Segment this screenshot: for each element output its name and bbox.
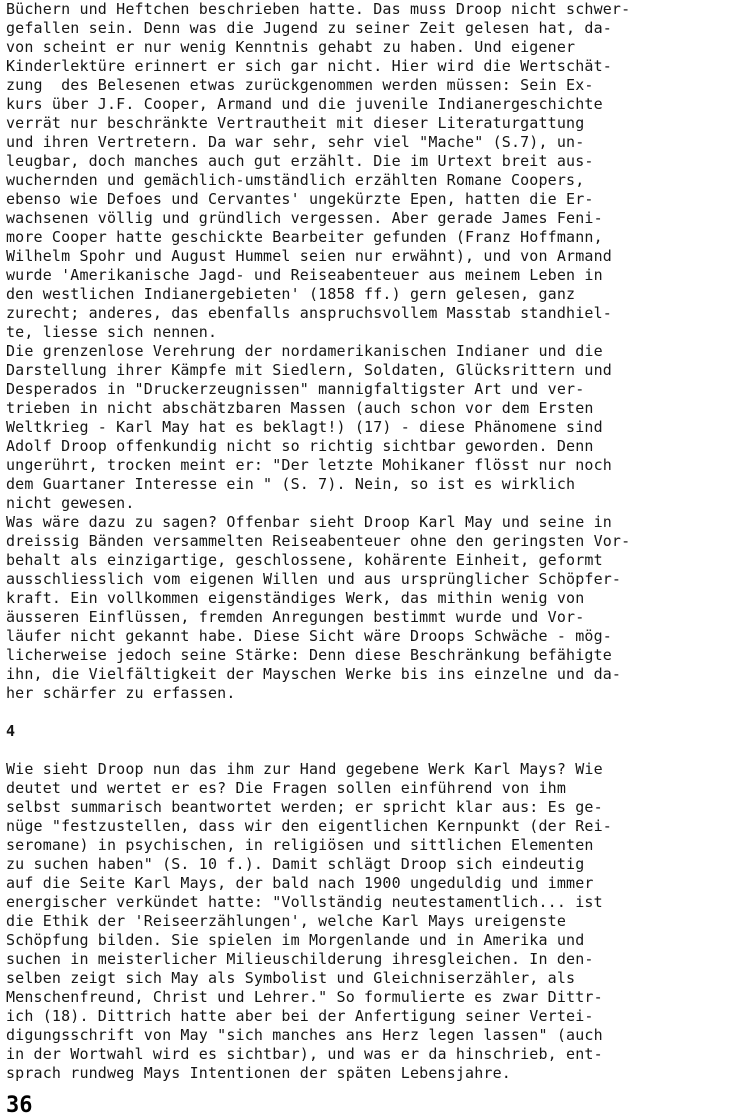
- text-line: Desperados in "Druckerzeugnissen" mannigfaltigster Art und ver-: [6, 380, 585, 398]
- blank-line: [6, 703, 730, 722]
- text-line: seromane) in psychischen, in religiösen und sittlichen Elementen: [6, 836, 594, 854]
- text-line: Schöpfung bilden. Sie spielen im Morgenlande und in Amerika und: [6, 931, 585, 949]
- text-body: [6, 0, 730, 1083]
- text-line: trieben in nicht abschätzbaren Massen (auch schon vor dem Ersten: [6, 399, 594, 417]
- text-line: verrät nur beschränkte Vertrautheit mit dieser Literaturgattung: [6, 114, 585, 132]
- section-number: 4: [6, 722, 16, 740]
- text-line: äusseren Einflüssen, fremden Anregungen bestimmt wurde und Vor-: [6, 608, 585, 626]
- text-line: selbst summarisch beantwortet werden; er spricht klar aus: Es ge-: [6, 798, 603, 816]
- text-line: suchen in meisterlicher Milieuschilderung ihresgleichen. In den-: [6, 950, 594, 968]
- text-line: zurecht; anderes, das ebenfalls anspruchsvollem Masstab standhiel-: [6, 304, 612, 322]
- text-line: von scheint er nur wenig Kenntnis gehabt zu haben. Und eigener: [6, 38, 576, 56]
- text-line: den westlichen Indianergebieten' (1858 ff.) gern gelesen, ganz: [6, 285, 576, 303]
- text-line: Menschenfreund, Christ und Lehrer." So formulierte es zwar Dittr-: [6, 988, 603, 1006]
- text-line: ich (18). Dittrich hatte aber bei der Anfertigung seiner Vertei-: [6, 1007, 594, 1025]
- text-line: in der Wortwahl wird es sichtbar), und was er da hinschrieb, ent-: [6, 1045, 603, 1063]
- text-line: nicht gewesen.: [6, 494, 135, 512]
- text-line: selben zeigt sich May als Symbolist und Gleichniserzähler, als: [6, 969, 576, 987]
- text-line: kurs über J.F. Cooper, Armand und die juvenile Indianergeschichte: [6, 95, 603, 113]
- text-line: Darstellung ihrer Kämpfe mit Siedlern, Soldaten, Glücksrittern und: [6, 361, 612, 379]
- text-line: kraft. Ein vollkommen eigenständiges Werk, das mithin wenig von: [6, 589, 585, 607]
- text-line: ebenso wie Defoes und Cervantes' ungekürzte Epen, hatten die Er-: [6, 190, 594, 208]
- text-line: Büchern und Heftchen beschrieben hatte. Das muss Droop nicht schwer-: [6, 0, 631, 18]
- text-line: läufer nicht gekannt habe. Diese Sicht wäre Droops Schwäche - mög-: [6, 627, 612, 645]
- page-number: 36: [6, 1093, 33, 1118]
- text-line: und ihren Vertretern. Da war sehr, sehr viel "Mache" (S.7), un-: [6, 133, 585, 151]
- paragraph-4: [6, 760, 730, 1083]
- text-line: sprach rundweg Mays Intentionen der späten Lebensjahre.: [6, 1064, 511, 1082]
- text-line: ausschliesslich vom eigenen Willen und aus ursprünglicher Schöpfer-: [6, 570, 622, 588]
- text-line: Die grenzenlose Verehrung der nordamerikanischen Indianer und die: [6, 342, 603, 360]
- text-line: more Cooper hatte geschickte Bearbeiter gefunden (Franz Hoffmann,: [6, 228, 603, 246]
- text-line: zung des Belesenen etwas zurückgenommen werden müssen: Sein Ex-: [6, 76, 594, 94]
- text-line: zu suchen haben" (S. 10 f.). Damit schlägt Droop sich eindeutig: [6, 855, 585, 873]
- text-line: ungerührt, trocken meint er: "Der letzte Mohikaner flösst nur noch: [6, 456, 612, 474]
- text-line: wurde 'Amerikanische Jagd- und Reiseabenteuer aus meinem Leben in: [6, 266, 603, 284]
- text-line: wuchernden und gemächlich-umständlich erzählten Romane Coopers,: [6, 171, 585, 189]
- text-line: Adolf Droop offenkundig nicht so richtig sichtbar geworden. Denn: [6, 437, 594, 455]
- text-line: ihn, die Vielfältigkeit der Mayschen Werke bis ins einzelne und da-: [6, 665, 622, 683]
- text-line: licherweise jedoch seine Stärke: Denn diese Beschränkung befähigte: [6, 646, 612, 664]
- text-line: behalt als einzigartige, geschlossene, kohärente Einheit, geformt: [6, 551, 603, 569]
- text-line: Was wäre dazu zu sagen? Offenbar sieht Droop Karl May und seine in: [6, 513, 612, 531]
- text-line: dem Guartaner Interesse ein " (S. 7). Nein, so ist es wirklich: [6, 475, 576, 493]
- text-line: Weltkrieg - Karl May hat es beklagt!) (17) - diese Phänomene sind: [6, 418, 603, 436]
- paragraph-1: [6, 0, 730, 342]
- blank-line: [6, 741, 730, 760]
- paragraph-2: [6, 342, 730, 513]
- text-line: digungsschrift von May "sich manches ans Herz legen lassen" (auch: [6, 1026, 603, 1044]
- text-line: leugbar, doch manches auch gut erzählt. Die im Urtext breit aus-: [6, 152, 594, 170]
- text-line: dreissig Bänden versammelten Reiseabenteuer ohne den geringsten Vor-: [6, 532, 631, 550]
- text-line: Kinderlektüre erinnert er sich gar nicht. Hier wird die Wertschät-: [6, 57, 612, 75]
- text-line: die Ethik der 'Reiseerzählungen', welche Karl Mays ureigenste: [6, 912, 567, 930]
- text-line: her schärfer zu erfassen.: [6, 684, 236, 702]
- text-line: te, liesse sich nennen.: [6, 323, 218, 341]
- paragraph-3: [6, 513, 730, 703]
- text-line: wachsenen völlig und gründlich vergessen. Aber gerade James Feni-: [6, 209, 603, 227]
- text-line: nüge "festzustellen, dass wir den eigentlichen Kernpunkt (der Rei-: [6, 817, 612, 835]
- text-line: Wilhelm Spohr und August Hummel seien nur erwähnt), und von Armand: [6, 247, 612, 265]
- text-line: deutet und wertet er es? Die Fragen sollen einführend von ihm: [6, 779, 567, 797]
- text-line: energischer verkündet hatte: "Vollständig neutestamentlich... ist: [6, 893, 603, 911]
- text-line: auf die Seite Karl Mays, der bald nach 1900 ungeduldig und immer: [6, 874, 594, 892]
- text-line: Wie sieht Droop nun das ihm zur Hand gegebene Werk Karl Mays? Wie: [6, 760, 603, 778]
- text-line: gefallen sein. Denn was die Jugend zu seiner Zeit gelesen hat, da-: [6, 19, 612, 37]
